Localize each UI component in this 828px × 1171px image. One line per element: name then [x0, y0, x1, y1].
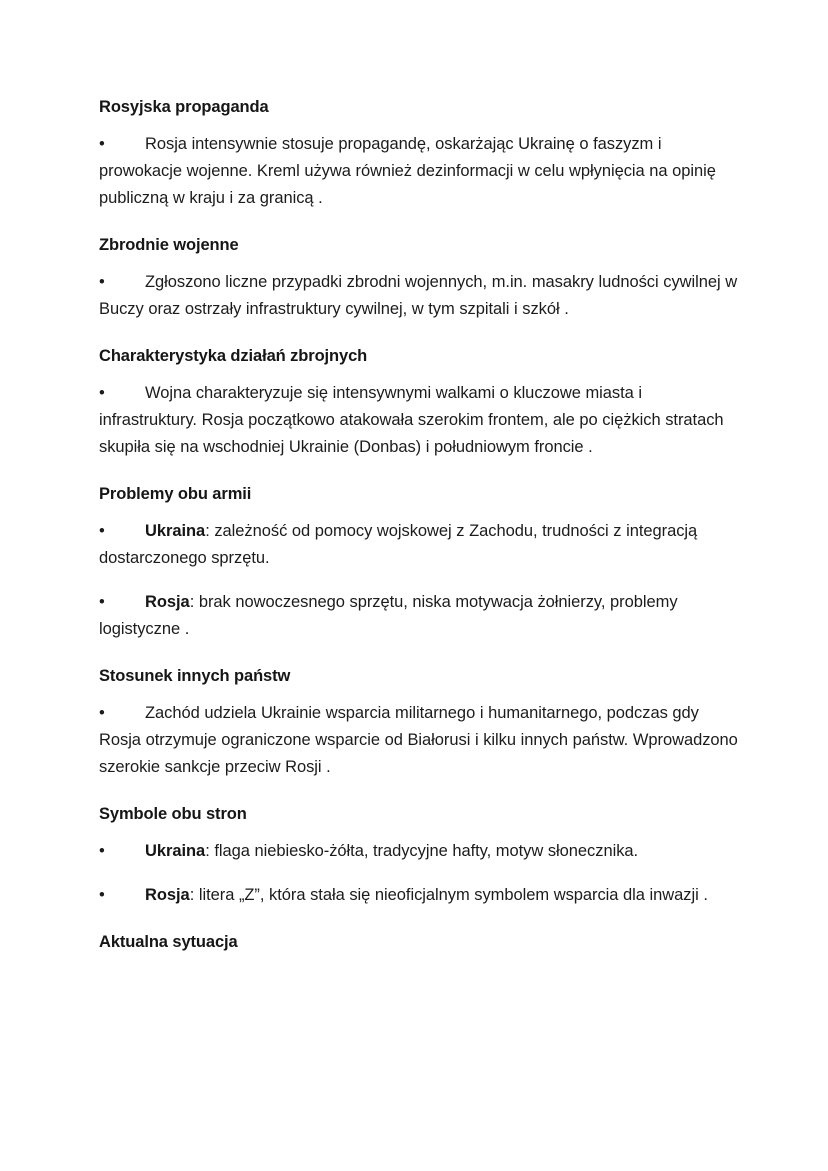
bullet-lead-in: Ukraina [145, 522, 206, 540]
section-heading: Symbole obu stron [99, 805, 247, 823]
bullet-text: : zależność od pomocy wojskowej z Zachodu, trudności z integracją dostarczonego sprzętu. [99, 522, 698, 567]
document-body [99, 96, 739, 953]
section-heading: Charakterystyka działań zbrojnych [99, 347, 368, 365]
bullet-point-icon: • [99, 273, 105, 291]
bullet-point-icon: • [99, 842, 105, 860]
bullet-text: Zgłoszono liczne przypadki zbrodni wojennych, m.in. masakry ludności cywilnej w Buczy oraz ostrzały infrastruktury cywilnej, w tym szpitali i szkół . [99, 273, 738, 318]
bullet-item [99, 518, 739, 572]
bullet-item [99, 589, 739, 643]
bullet-point-icon: • [99, 135, 105, 153]
bullet-point-icon: • [99, 886, 105, 904]
section-heading: Stosunek innych państw [99, 667, 291, 685]
bullet-lead-in: Rosja [145, 593, 190, 611]
bullet-item [99, 700, 739, 781]
bullet-item [99, 838, 739, 865]
document-section [99, 483, 739, 643]
bullet-text: Zachód udziela Ukrainie wsparcia militarnego i humanitarnego, podczas gdy Rosja otrzymuje ograniczone wsparcie od Białorusi i kilku innych państw. Wprowadzono szerokie sankcje przeciw Rosji . [99, 704, 738, 776]
document-section [99, 345, 739, 461]
bullet-item [99, 131, 739, 212]
bullet-item [99, 269, 739, 323]
bullet-text: : flaga niebiesko-żółta, tradycyjne hafty, motyw słonecznika. [205, 842, 639, 860]
section-heading: Aktualna sytuacja [99, 933, 238, 951]
bullet-lead-in: Rosja [145, 886, 190, 904]
bullet-point-icon: • [99, 384, 105, 402]
document-section [99, 234, 739, 323]
bullet-lead-in: Ukraina [145, 842, 206, 860]
bullet-text: : brak nowoczesnego sprzętu, niska motywacja żołnierzy, problemy logistyczne . [99, 593, 678, 638]
document-section [99, 803, 739, 909]
bullet-text: Rosja intensywnie stosuje propagandę, oskarżając Ukrainę o faszyzm i prowokacje wojenne. Kreml używa również dezinformacji w celu wpłynięcia na opinię publiczną w kraju i za granicą . [99, 135, 716, 207]
bullet-text: : litera „Z”, która stała się nieoficjalnym symbolem wsparcia dla inwazji . [189, 886, 708, 904]
bullet-text: Wojna charakteryzuje się intensywnymi walkami o kluczowe miasta i infrastruktury. Rosja początkowo atakowała szerokim frontem, ale po ciężkich stratach skupiła się na wschodniej Ukrainie (Donbas) i południowym froncie . [99, 384, 724, 456]
document-section [99, 931, 739, 953]
section-heading: Rosyjska propaganda [99, 98, 269, 116]
section-heading: Zbrodnie wojenne [99, 236, 239, 254]
bullet-item [99, 882, 739, 909]
document-section [99, 665, 739, 781]
bullet-point-icon: • [99, 522, 105, 540]
bullet-point-icon: • [99, 593, 105, 611]
section-heading: Problemy obu armii [99, 485, 252, 503]
bullet-point-icon: • [99, 704, 105, 722]
bullet-item [99, 380, 739, 461]
document-section [99, 96, 739, 212]
